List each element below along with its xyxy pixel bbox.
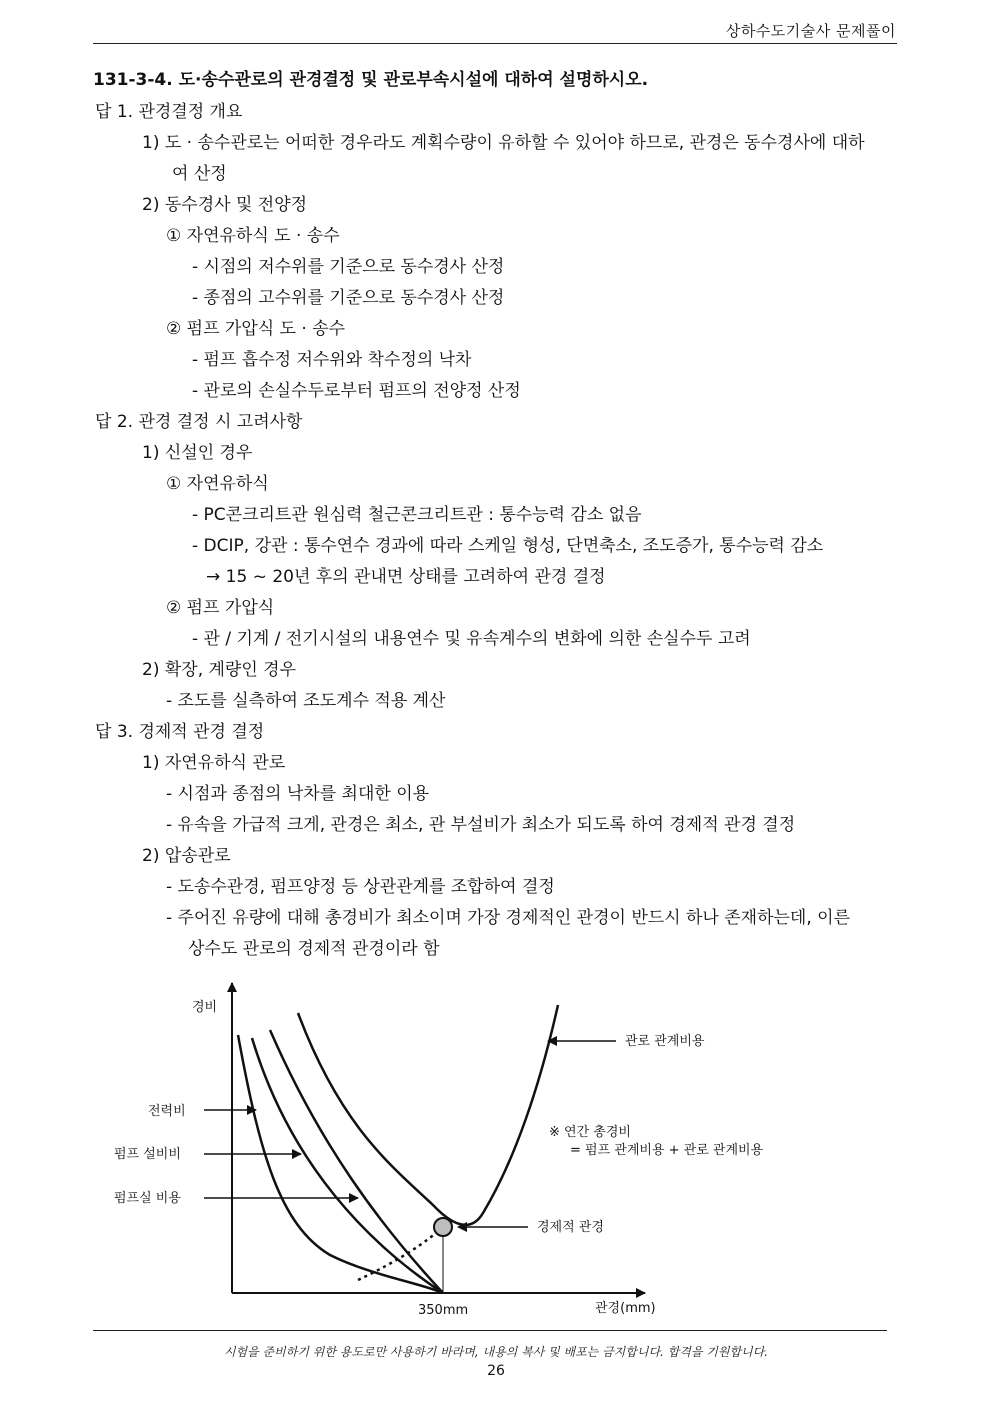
text-line: 2) 확장, 계량인 경우 xyxy=(142,660,297,680)
text-line: ① 자연유하식 xyxy=(166,474,269,494)
text-line: - 관로의 손실수두로부터 펌프의 전양정 산정 xyxy=(192,381,521,401)
text-line: 1) 도 · 송수관로는 어떠한 경우라도 계획수량이 유하할 수 있어야 하므로, 관경은 동수경사에 대하 xyxy=(142,133,865,153)
note-line-2: = 펌프 관계비용 + 관로 관계비용 xyxy=(570,1143,764,1158)
text-line: - 종점의 고수위를 기준으로 동수경사 산정 xyxy=(192,288,505,308)
text-line: 상수도 관로의 경제적 관경이라 함 xyxy=(188,939,440,959)
answer-heading-3: 답 3. 경제적 관경 결정 xyxy=(95,722,265,742)
y-axis-label: 경비 xyxy=(192,1000,218,1015)
text-line: → 15 ~ 20년 후의 관내면 상태를 고려하여 관경 결정 xyxy=(206,567,606,587)
text-line: 1) 신설인 경우 xyxy=(142,443,253,463)
pump-equipment-curve xyxy=(252,1038,443,1293)
question-title: 131-3-4. 도·송수관로의 관경결정 및 관로부속시설에 대하여 설명하시오. xyxy=(93,70,649,90)
text-line: ② 펌프 가압식 도 · 송수 xyxy=(166,319,346,339)
note-line-1: ※ 연간 총경비 xyxy=(549,1125,631,1140)
text-line: - 시점과 종점의 낙차를 최대한 이용 xyxy=(166,784,430,804)
x-tick-label: 350mm xyxy=(418,1303,469,1318)
page-number: 26 xyxy=(487,1363,505,1379)
footer-rule xyxy=(93,1330,887,1331)
text-line: 1) 자연유하식 관로 xyxy=(142,753,286,773)
economic-diameter-diagram xyxy=(100,975,820,1325)
label-pump-equipment: 펌프 설비비 xyxy=(114,1147,181,1162)
text-line: - 주어진 유량에 대해 총경비가 최소이며 가장 경제적인 관경이 반드시 하나 존재하는데, 이른 xyxy=(166,908,850,928)
total-cost-curve xyxy=(298,1005,558,1225)
pump-room-curve xyxy=(270,1030,443,1293)
text-line: - 유속을 가급적 크게, 관경은 최소, 관 부설비가 최소가 되도록 하여 경제적 관경 결정 xyxy=(166,815,796,835)
header-rule xyxy=(93,43,897,44)
text-line: - DCIP, 강관 : 통수연수 경과에 따라 스케일 형성, 단면축소, 조도증가, 통수능력 감소 xyxy=(192,536,824,556)
text-line: 여 산정 xyxy=(172,164,227,184)
text-line: - PC콘크리트관 원심력 철근콘크리트관 : 통수능력 감소 없음 xyxy=(192,505,642,525)
text-line: - 시점의 저수위를 기준으로 동수경사 산정 xyxy=(192,257,505,277)
optimum-marker xyxy=(434,1218,452,1236)
text-line: ② 펌프 가압식 xyxy=(166,598,275,618)
text-line: 2) 동수경사 및 전양정 xyxy=(142,195,308,215)
label-pipe-cost: 관로 관계비용 xyxy=(625,1034,705,1049)
text-line: ① 자연유하식 도 · 송수 xyxy=(166,226,340,246)
text-line: 2) 압송관로 xyxy=(142,846,231,866)
label-economic-diameter: 경제적 관경 xyxy=(537,1220,604,1235)
label-pump-room: 펌프실 비용 xyxy=(114,1191,181,1206)
text-line: - 펌프 흡수정 저수위와 착수정의 낙차 xyxy=(192,350,472,370)
text-line: - 관 / 기계 / 전기시설의 내용연수 및 유속계수의 변화에 의한 손실수두 고려 xyxy=(192,629,751,649)
x-axis-label: 관경(mm) xyxy=(595,1301,656,1316)
label-power-cost: 전력비 xyxy=(148,1104,186,1119)
footer-notice: 시험을 준비하기 위한 용도로만 사용하기 바라며, 내용의 복사 및 배포는 금지합니다. 합격을 기원합니다. xyxy=(223,1345,769,1359)
answer-heading-1: 답 1. 관경결정 개요 xyxy=(95,102,243,122)
running-header: 상하수도기술사 문제풀이 xyxy=(725,22,896,40)
text-line: - 조도를 실측하여 조도계수 적용 계산 xyxy=(166,691,446,711)
text-line: - 도송수관경, 펌프양정 등 상관관계를 조합하여 결정 xyxy=(166,877,555,897)
answer-heading-2: 답 2. 관경 결정 시 고려사항 xyxy=(95,412,303,432)
